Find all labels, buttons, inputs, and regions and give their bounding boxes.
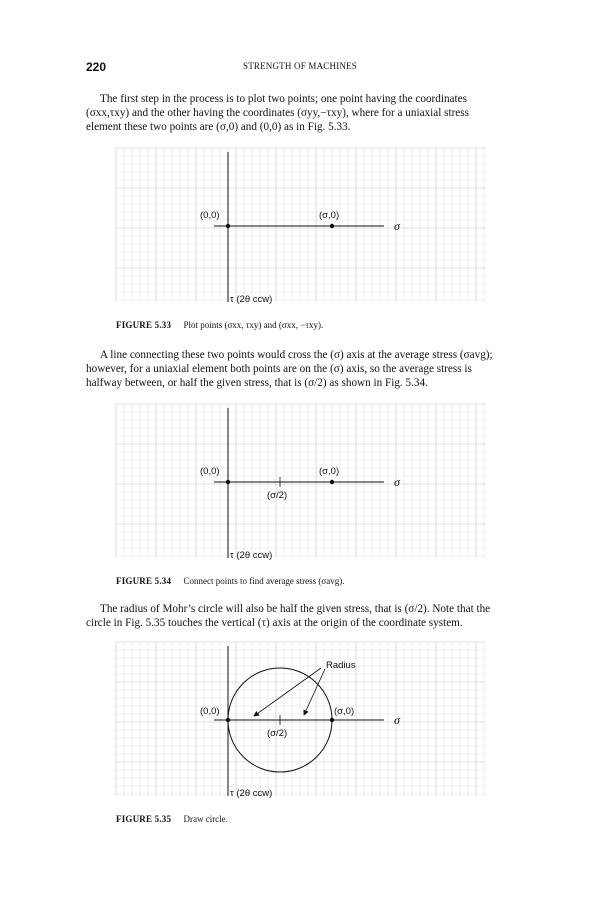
grid: [116, 642, 486, 796]
page-number: 220: [86, 60, 107, 74]
caption-text: Draw circle.: [183, 814, 228, 824]
origin-point: [226, 718, 230, 722]
radius-label: Radius: [326, 660, 356, 671]
paragraph-line: element these two points are (σ,0) and (0,0) as in Fig. 5.33.: [86, 121, 351, 133]
figure-5-34-svg: [116, 404, 486, 564]
paragraph-line: (σxx,τxy) and the other having the coordinates (σyy,−τxy), where for a uniaxial stress: [86, 107, 469, 119]
origin-point: [226, 224, 230, 228]
figure-5-33-svg: [116, 148, 486, 308]
grid: [116, 148, 486, 302]
tau-axis-label: τ (2θ ccw): [230, 294, 273, 305]
grid: [116, 404, 486, 558]
paragraph-line: The radius of Mohr’s circle will also be half the given stress, that is (σ/2). Note that the: [100, 603, 491, 615]
sigma-point-label: (σ,0): [319, 466, 340, 477]
caption-text: Plot points (σxx, τxy) and (σxx, −τxy).: [183, 320, 324, 330]
origin-label: (0,0): [200, 706, 220, 717]
figure-5-35-svg: [116, 642, 486, 802]
paragraph-line: however, for a uniaxial element both points are on the (σ) axis, so the average stress is: [86, 363, 472, 375]
sigma-point-label: (σ,0): [319, 210, 340, 221]
tau-axis-label: τ (2θ ccw): [230, 788, 273, 799]
origin-point: [226, 480, 230, 484]
caption-5-34: [116, 576, 345, 586]
origin-label: (0,0): [200, 466, 220, 477]
tau-axis-label: τ (2θ ccw): [230, 550, 273, 561]
figure-5-34: [116, 404, 486, 564]
page-header: [86, 60, 514, 76]
paragraph-line: halfway between, or half the given stress, that is (σ/2) as shown in Fig. 5.34.: [86, 377, 428, 389]
paragraph-1: [86, 92, 518, 134]
paragraph-line: The first step in the process is to plot two points; one point having the coordinates: [100, 93, 467, 105]
midpoint-label: (σ/2): [267, 490, 288, 501]
sigma-point: [330, 224, 334, 228]
paragraph-2: [86, 348, 518, 390]
sigma-axis-label: σ: [394, 475, 400, 489]
sigma-axis-label: σ: [394, 713, 400, 727]
figure-5-33: [116, 148, 486, 308]
caption-label: FIGURE 5.33: [116, 320, 172, 330]
caption-label: FIGURE 5.35: [116, 814, 172, 824]
sigma-point: [330, 718, 334, 722]
caption-text: Connect points to find average stress (σavg).: [183, 576, 345, 586]
sigma-point: [330, 480, 334, 484]
paragraph-line: A line connecting these two points would cross the (σ) axis at the average stress (σavg);: [100, 349, 493, 361]
midpoint-label: (σ/2): [267, 728, 288, 739]
paragraph-3: [86, 602, 518, 630]
caption-5-33: [116, 320, 323, 330]
origin-label: (0,0): [200, 210, 220, 221]
figure-5-35: [116, 642, 486, 802]
caption-5-35: [116, 814, 228, 824]
sigma-point-label: (σ,0): [334, 706, 355, 717]
caption-label: FIGURE 5.34: [116, 576, 172, 586]
running-title: STRENGTH OF MACHINES: [242, 61, 357, 71]
radius-arrow-left: [254, 668, 321, 716]
paragraph-line: circle in Fig. 5.35 touches the vertical (τ) axis at the origin of the coordinate system.: [86, 617, 463, 629]
sigma-axis-label: σ: [394, 219, 400, 233]
